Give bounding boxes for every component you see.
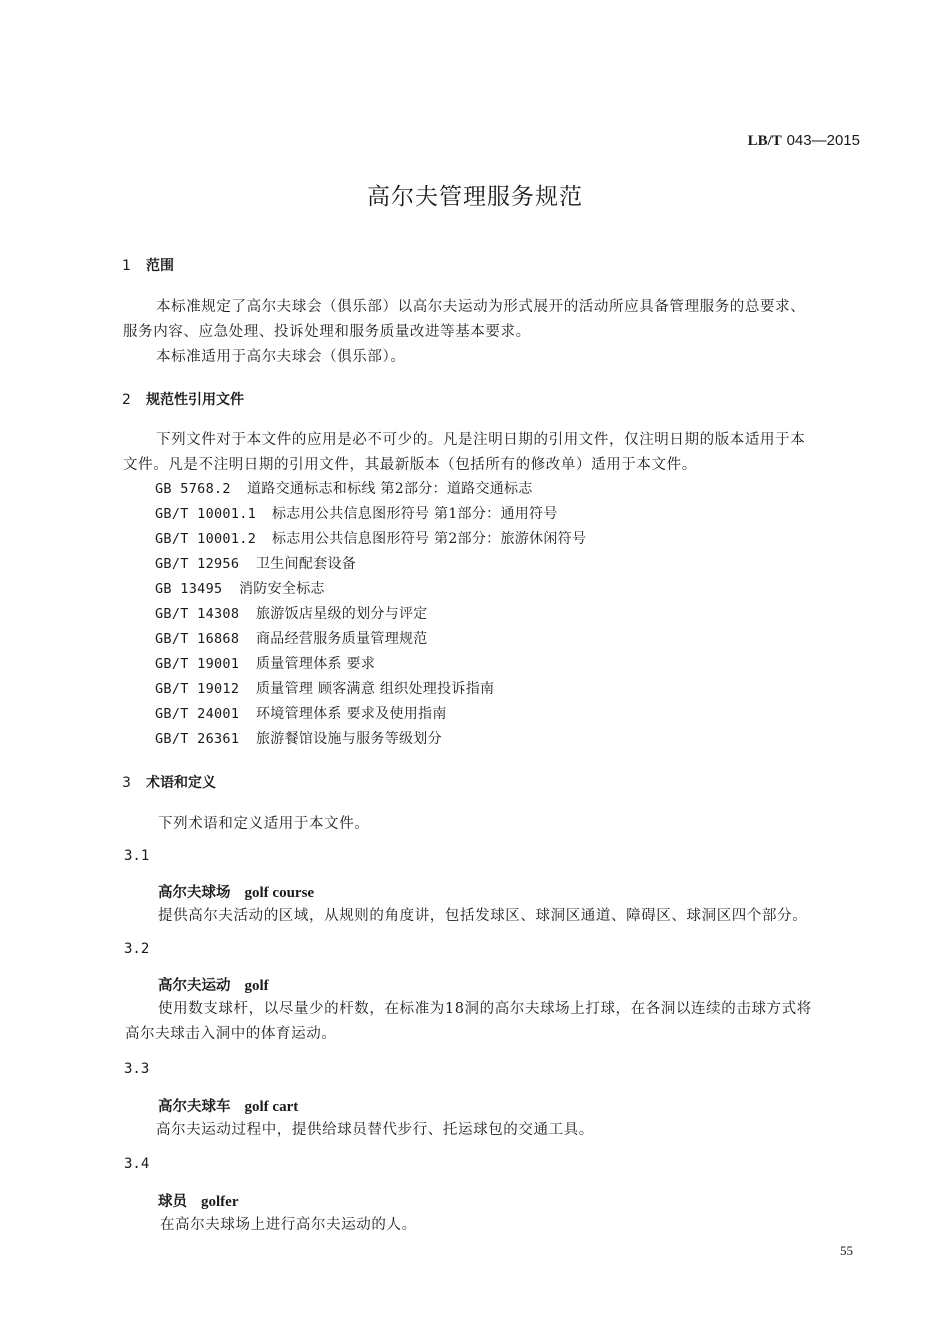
s1-para2: 本标准适用于高尔夫球会（俱乐部）。: [156, 349, 406, 365]
reference-code: GB/T 14308: [155, 606, 240, 622]
reference-title: 质量管理 顾客满意 组织处理投诉指南: [256, 681, 495, 697]
standard-code-prefix: LB/T: [747, 133, 782, 149]
reference-item: [155, 478, 533, 498]
term-zh: 球员: [158, 1194, 187, 1210]
term-number: 3.4: [124, 1156, 150, 1172]
reference-title: 消防安全标志: [239, 581, 325, 597]
standard-code-number: 043—2015: [786, 132, 860, 149]
s1-para1-line2: 服务内容、应急处理、投诉处理和服务质量改进等基本要求。: [123, 324, 531, 340]
term-en: golf course: [244, 885, 315, 901]
reference-title: 标志用公共信息图形符号 第1部分：通用符号: [272, 506, 558, 522]
reference-title: 标志用公共信息图形符号 第2部分：旅游休闲符号: [272, 531, 587, 547]
term-heading: [158, 1095, 298, 1116]
reference-title: 质量管理体系 要求: [256, 656, 376, 672]
reference-item: [155, 553, 356, 573]
term-number: 3.2: [124, 941, 150, 957]
reference-title: 环境管理体系 要求及使用指南: [256, 706, 447, 722]
term-definition-cont: 高尔夫球击入洞中的体育运动。: [125, 1026, 337, 1042]
section-title: 规范性引用文件: [146, 392, 244, 408]
term-zh: 高尔夫球场: [158, 885, 231, 901]
s2-intro-line1: 下列文件对于本文件的应用是必不可少的。凡是注明日期的引用文件，仅注明日期的版本适用于本: [156, 432, 806, 448]
term-number: 3.3: [124, 1061, 150, 1077]
reference-code: GB/T 12956: [155, 556, 240, 572]
reference-item: [155, 653, 375, 673]
term-definition: 高尔夫运动过程中，提供给球员替代步行、托运球包的交通工具。: [156, 1122, 594, 1138]
reference-item: [155, 578, 325, 598]
page-number: 55: [840, 1243, 853, 1258]
reference-item: [155, 528, 586, 548]
reference-code: GB 13495: [155, 581, 223, 597]
section-2-heading: [122, 389, 244, 409]
reference-item: [155, 678, 494, 698]
reference-code: GB/T 10001.1: [155, 506, 257, 522]
term-definition: 提供高尔夫活动的区域，从规则的角度讲，包括发球区、球洞区通道、障碍区、球洞区四个部分。: [158, 908, 808, 924]
section-number: 2: [122, 392, 131, 408]
term-heading: [158, 1190, 238, 1211]
term-number: 3.1: [124, 848, 150, 864]
reference-code: GB/T 19001: [155, 656, 240, 672]
reference-code: GB/T 19012: [155, 681, 240, 697]
reference-title: 道路交通标志和标线 第2部分：道路交通标志: [247, 481, 533, 497]
reference-code: GB/T 16868: [155, 631, 240, 647]
section-number: 3: [122, 775, 131, 791]
reference-code: GB/T 26361: [155, 731, 240, 747]
term-definition: 在高尔夫球场上进行高尔夫运动的人。: [160, 1217, 417, 1233]
section-3-heading: [122, 772, 216, 792]
term-zh: 高尔夫运动: [158, 978, 231, 994]
term-heading: [158, 974, 269, 995]
term-en: golfer: [201, 1194, 239, 1210]
term-heading: [158, 881, 314, 902]
reference-title: 旅游餐馆设施与服务等级划分: [256, 731, 442, 747]
standard-code: [748, 131, 860, 150]
reference-item: [155, 603, 428, 623]
reference-code: GB 5768.2: [155, 481, 231, 497]
s3-intro: 下列术语和定义适用于本文件。: [158, 816, 370, 832]
reference-title: 旅游饭店星级的划分与评定: [256, 606, 428, 622]
reference-code: GB/T 10001.2: [155, 531, 257, 547]
reference-item: [155, 703, 447, 723]
section-title: 范围: [146, 258, 174, 274]
s2-intro-line2: 文件。凡是不注明日期的引用文件，其最新版本（包括所有的修改单）适用于本文件。: [123, 457, 697, 473]
reference-item: [155, 728, 442, 748]
document-title: 高尔夫管理服务规范: [367, 184, 583, 210]
reference-item: [155, 628, 428, 648]
reference-code: GB/T 24001: [155, 706, 240, 722]
s1-para1-line1: 本标准规定了高尔夫球会（俱乐部）以高尔夫运动为形式展开的活动所应具备管理服务的总要求、: [156, 299, 806, 315]
reference-title: 卫生间配套设备: [256, 556, 357, 572]
term-en: golf cart: [244, 1099, 299, 1115]
reference-item: [155, 503, 558, 523]
section-title: 术语和定义: [146, 775, 216, 791]
term-definition: 使用数支球杆，以尽量少的杆数，在标准为18洞的高尔夫球场上打球，在各洞以连续的击球方式将: [158, 1001, 812, 1017]
term-zh: 高尔夫球车: [158, 1099, 231, 1115]
section-number: 1: [122, 258, 131, 274]
section-1-heading: [122, 255, 174, 275]
reference-title: 商品经营服务质量管理规范: [256, 631, 428, 647]
term-en: golf: [244, 978, 269, 994]
